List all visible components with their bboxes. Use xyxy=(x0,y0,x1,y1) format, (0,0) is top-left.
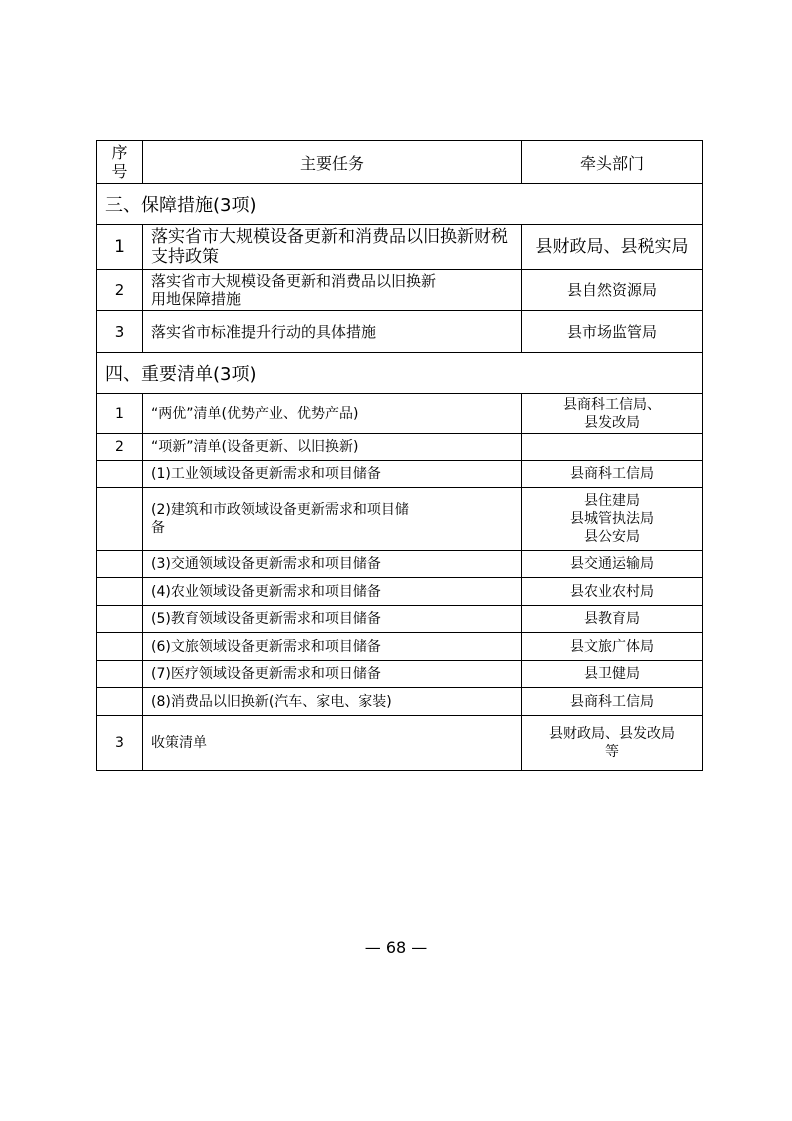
table-subrow xyxy=(97,551,703,578)
row-task: (4)农业领域设备更新需求和项目储备 xyxy=(143,578,522,606)
row-no: 3 xyxy=(97,311,143,353)
table-row xyxy=(97,225,703,270)
table-subrow xyxy=(97,633,703,661)
row-no xyxy=(97,633,143,661)
row-no: 1 xyxy=(97,225,143,270)
header-task: 主要任务 xyxy=(143,141,522,184)
row-task: 落实省市标准提升行动的具体措施 xyxy=(143,311,522,353)
row-dept: 县交通运输局 xyxy=(522,551,703,578)
row-dept: 县财政局、县发改局 等 xyxy=(522,716,703,771)
table-subrow xyxy=(97,606,703,633)
row-dept: 县商科工信局 xyxy=(522,688,703,716)
row-dept: 县农业农村局 xyxy=(522,578,703,606)
row-no: 1 xyxy=(97,394,143,434)
row-no: 2 xyxy=(97,434,143,461)
row-no: 2 xyxy=(97,270,143,311)
header-dept: 牵头部门 xyxy=(522,141,703,184)
row-dept: 县自然资源局 xyxy=(522,270,703,311)
table-subrow xyxy=(97,461,703,488)
row-task: (2)建筑和市政领域设备更新需求和项目储 备 xyxy=(143,488,522,551)
row-no xyxy=(97,606,143,633)
row-no xyxy=(97,461,143,488)
row-no xyxy=(97,661,143,688)
section-row xyxy=(97,353,703,394)
table-row xyxy=(97,311,703,353)
row-no xyxy=(97,551,143,578)
table-row xyxy=(97,434,703,461)
row-dept: 县商科工信局、 县发改局 xyxy=(522,394,703,434)
row-task: (7)医疗领域设备更新需求和项日储备 xyxy=(143,661,522,688)
section-row xyxy=(97,184,703,225)
row-no xyxy=(97,688,143,716)
row-dept: 县住建局 县城管执法局 县公安局 xyxy=(522,488,703,551)
table-subrow xyxy=(97,661,703,688)
row-dept: 县商科工信局 xyxy=(522,461,703,488)
section-title: 四、重要清单(3项) xyxy=(97,353,703,394)
row-dept: 县卫健局 xyxy=(522,661,703,688)
row-task: (8)消费品以旧换新(汽车、家电、家装) xyxy=(143,688,522,716)
task-table xyxy=(96,140,703,771)
header-no: 序 号 xyxy=(97,141,143,184)
table-row xyxy=(97,394,703,434)
table-subrow xyxy=(97,578,703,606)
row-task: (3)交通领域设备更新需求和项目储备 xyxy=(143,551,522,578)
row-no xyxy=(97,578,143,606)
page-number: — 68 — xyxy=(364,938,428,957)
section-title: 三、保障措施(3项) xyxy=(97,184,703,225)
row-task: 落实省市大规模设备更新和消费品以旧换新财税支持政策 xyxy=(143,225,522,270)
row-task: 收策清单 xyxy=(143,716,522,771)
table-row xyxy=(97,270,703,311)
row-dept xyxy=(522,434,703,461)
row-task: (5)教育领域设备更新需求和项目储备 xyxy=(143,606,522,633)
row-task: “两优”清单(优势产业、优势产品) xyxy=(143,394,522,434)
row-dept: 县教育局 xyxy=(522,606,703,633)
row-task: “项新”清单(设备更新、以旧换新) xyxy=(143,434,522,461)
table-row xyxy=(97,716,703,771)
row-task: (1)工业领域设备更新需求和项目储备 xyxy=(143,461,522,488)
row-task: (6)文旅领域设备更新需求和项目储备 xyxy=(143,633,522,661)
row-no xyxy=(97,488,143,551)
table-subrow xyxy=(97,488,703,551)
table-subrow xyxy=(97,688,703,716)
row-dept: 县市场监管局 xyxy=(522,311,703,353)
row-no: 3 xyxy=(97,716,143,771)
row-dept: 县财政局、县税实局 xyxy=(522,225,703,270)
row-task: 落实省市大规模设备更新和消费品以旧换新 用地保障措施 xyxy=(143,270,522,311)
row-dept: 县文旅广体局 xyxy=(522,633,703,661)
table-header-row xyxy=(97,141,703,184)
